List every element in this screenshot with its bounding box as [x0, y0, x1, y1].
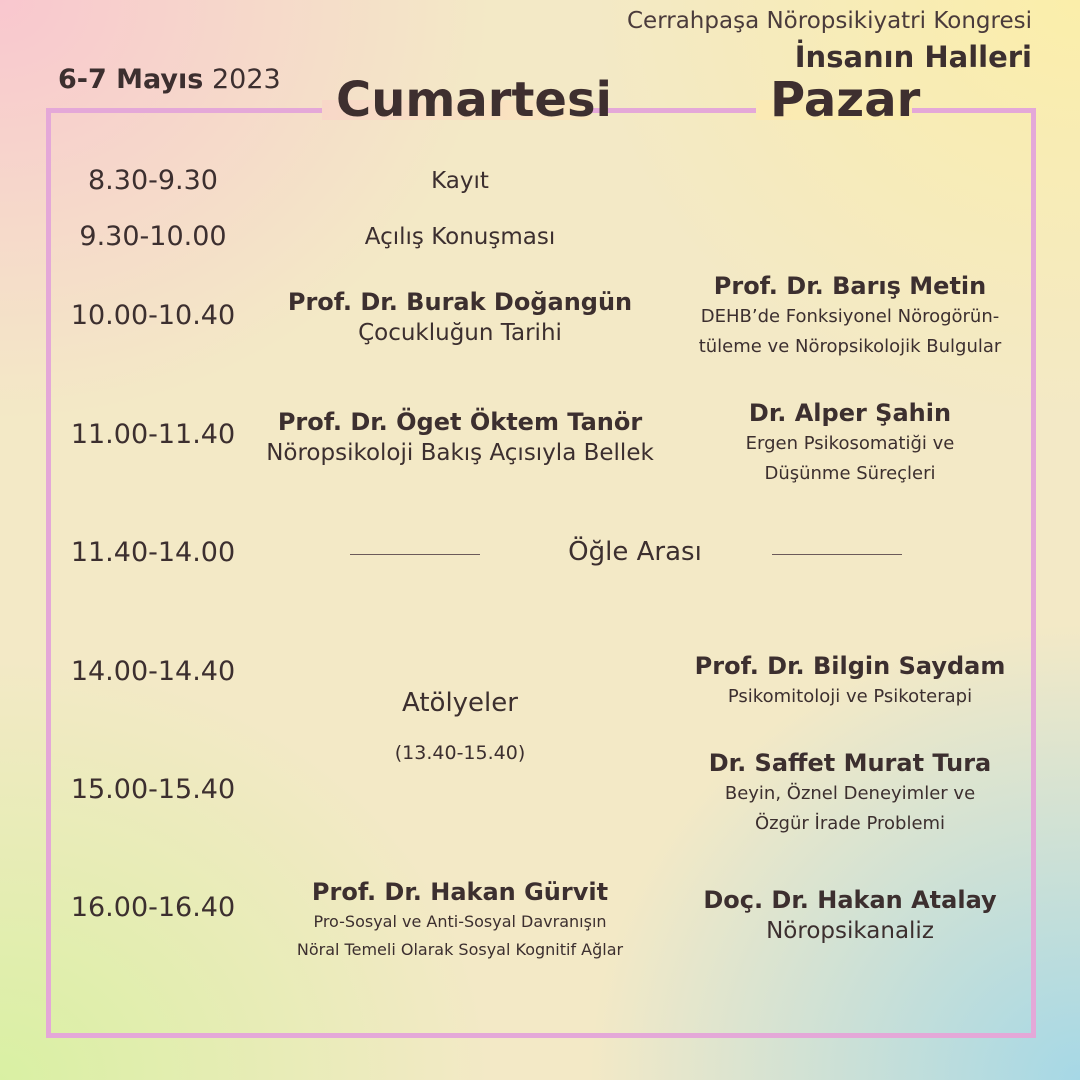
- talk-title-line-2: Düşünme Süreçleri: [764, 463, 936, 484]
- talk-title-line-2: tüleme ve Nöropsikolojik Bulgular: [698, 336, 1002, 357]
- session-4-sunday: [680, 747, 1020, 839]
- speaker-name: Prof. Dr. Burak Doğangün: [287, 288, 633, 316]
- kayit-label: Kayıt: [431, 168, 489, 194]
- workshops-label: Atölyeler: [402, 688, 518, 718]
- speaker-name: Doç. Dr. Hakan Atalay: [703, 886, 997, 914]
- day-saturday: Cumartesi: [336, 72, 612, 128]
- session-2-sunday: [680, 397, 1020, 489]
- time-session-3: 14.00-14.40: [70, 656, 236, 687]
- talk-title-line-1: Beyin, Öznel Deneyimler ve: [724, 783, 976, 804]
- lunch-label: Öğle Arası: [568, 537, 702, 567]
- opening-label: Açılış Konuşması: [364, 224, 556, 250]
- talk-title-line-2: Özgür İrade Problemi: [754, 813, 946, 834]
- speaker-name: Dr. Saffet Murat Tura: [708, 749, 992, 777]
- talk-title-line-1: DEHB’de Fonksiyonel Nörogörün-: [700, 306, 1000, 327]
- talk-title: Psikomitoloji ve Psikoterapi: [727, 686, 973, 707]
- time-session-5: 16.00-16.40: [70, 892, 236, 923]
- session-2-saturday: [250, 406, 670, 468]
- talk-title-line-2: Nöral Temeli Olarak Sosyal Kognitif Ağlar: [296, 940, 624, 959]
- congress-subtitle: Cerrahpaşa Nöropsikiyatri Kongresi: [627, 8, 1032, 34]
- lunch-divider-right: [772, 554, 902, 555]
- session-3-sunday: [680, 650, 1020, 712]
- time-lunch: 11.40-14.00: [70, 537, 236, 568]
- workshops-time: (13.40-15.40): [394, 742, 526, 764]
- time-session-1: 10.00-10.40: [70, 300, 236, 331]
- talk-title-line-1: Ergen Psikosomatiği ve: [745, 433, 955, 454]
- talk-title-line-1: Pro-Sosyal ve Anti-Sosyal Davranışın: [313, 912, 607, 931]
- speaker-name: Prof. Dr. Öget Öktem Tanör: [277, 408, 643, 436]
- session-1-sunday: [680, 270, 1020, 362]
- time-kayit: 8.30-9.30: [88, 165, 218, 196]
- congress-title: İnsanın Halleri: [794, 40, 1032, 74]
- event-year: 2023: [211, 64, 281, 95]
- session-1-saturday: [250, 286, 670, 348]
- session-5-sunday: [680, 884, 1020, 946]
- speaker-name: Prof. Dr. Hakan Gürvit: [311, 878, 609, 906]
- speaker-name: Prof. Dr. Barış Metin: [713, 272, 987, 300]
- talk-title: Nöropsikoloji Bakış Açısıyla Bellek: [266, 440, 654, 466]
- time-opening: 9.30-10.00: [79, 221, 227, 252]
- time-session-4: 15.00-15.40: [70, 774, 236, 805]
- speaker-name: Dr. Alper Şahin: [748, 399, 952, 427]
- session-5-saturday: [250, 876, 670, 964]
- time-session-2: 11.00-11.40: [70, 419, 236, 450]
- talk-title: Nöropsikanaliz: [766, 918, 934, 944]
- day-sunday: Pazar: [770, 72, 921, 128]
- event-days: 6-7 Mayıs: [58, 64, 204, 95]
- event-date: [58, 64, 281, 95]
- speaker-name: Prof. Dr. Bilgin Saydam: [694, 652, 1006, 680]
- talk-title: Çocukluğun Tarihi: [358, 320, 562, 346]
